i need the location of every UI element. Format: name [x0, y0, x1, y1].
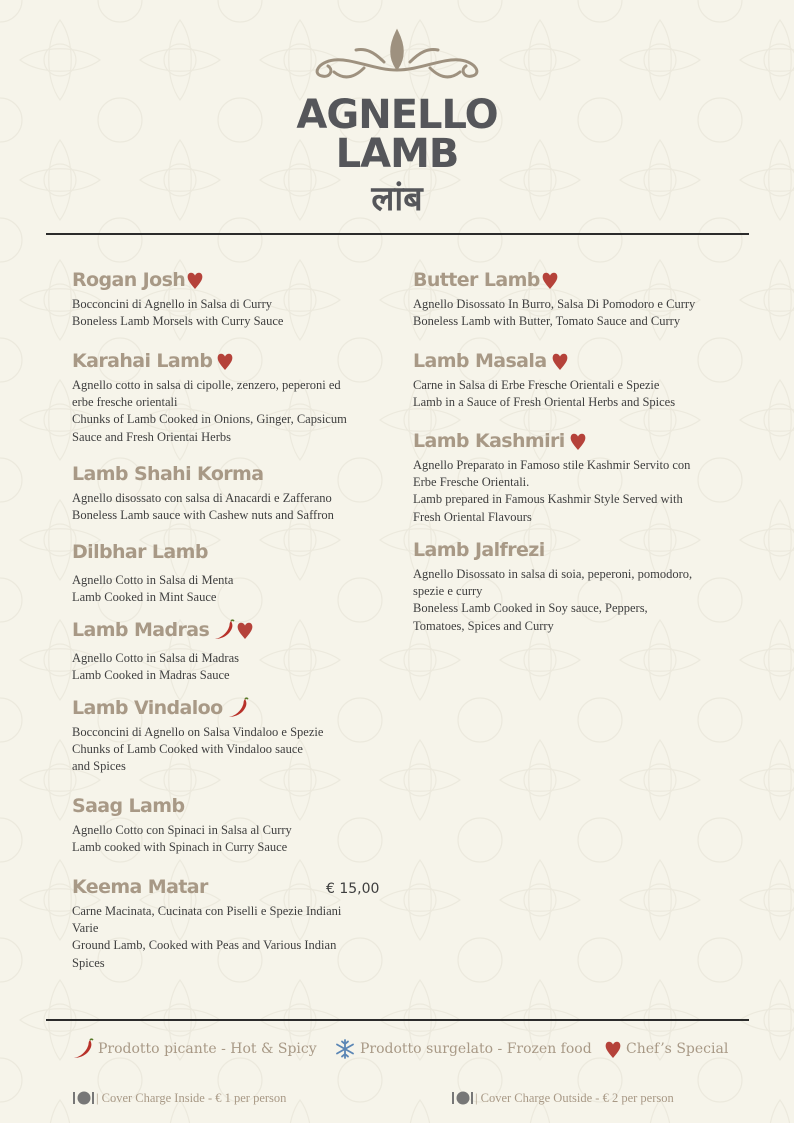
- dish-description: Agnello disossato con salsa di Anacardi e Zafferano: [72, 491, 332, 505]
- top-divider: [46, 233, 749, 235]
- menu-item-saag-lamb: [72, 794, 392, 856]
- menu-item-karahai-lamb: [72, 349, 392, 446]
- dish-description: Boneless Lamb with Butter, Tomato Sauce and Curry: [413, 314, 681, 329]
- dish-description: Agnello Disossato in salsa di soia, peperoni, pomodoro,: [413, 567, 693, 581]
- dish-description: Agnello Cotto in Salsa di Madras: [72, 651, 239, 665]
- dish-description: Lamb in a Sauce of Fresh Oriental Herbs and Spices: [413, 395, 676, 410]
- dish-description: Agnello Cotto in Salsa di Menta: [72, 573, 234, 587]
- dish-description: Chunks of Lamb Cooked in Onions, Ginger, Capsicum: [72, 412, 347, 427]
- dish-description: Agnello Disossato In Burro, Salsa Di Pomodoro e Curry: [413, 297, 696, 311]
- legend-label: Chef’s Special: [626, 1041, 729, 1057]
- heart-icon: [541, 270, 559, 290]
- dish-name: Keema Matar: [72, 876, 208, 898]
- dish-description: Tomatoes, Spices and Curry: [413, 618, 554, 633]
- menu-item-lamb-vindaloo: [72, 696, 392, 776]
- cover-charge-outside: [451, 1090, 674, 1106]
- dish-description: Chunks of Lamb Cooked with Vindaloo sauce: [72, 742, 303, 757]
- dish-description: Agnello cotto in salsa di cipolle, zenzero, peperoni ed: [72, 378, 341, 392]
- dish-name: Lamb Masala: [413, 350, 547, 372]
- dish-description: Lamb cooked with Spinach in Curry Sauce: [72, 840, 288, 855]
- header-ornament: [304, 28, 490, 84]
- dish-name: Saag Lamb: [72, 795, 185, 817]
- legend-label: Prodotto surgelato - Frozen food: [360, 1041, 592, 1057]
- cutlery-icon: [72, 1090, 94, 1106]
- page-title-hindi: लांब: [371, 179, 423, 219]
- dish-name: Butter Lamb: [413, 269, 540, 291]
- dish-description: erbe fresche orientali: [72, 395, 178, 410]
- menu-item-lamb-kashmiri: [413, 429, 753, 526]
- dish-description: Carne Macinata, Cucinata con Piselli e Spezie Indiani: [72, 904, 342, 918]
- dish-name: Lamb Shahi Korma: [72, 463, 264, 485]
- menu-item-lamb-madras: [72, 618, 392, 684]
- dish-description: Carne in Salsa di Erbe Fresche Orientali e Spezie: [413, 378, 660, 392]
- dish-description: Fresh Oriental Flavours: [413, 509, 532, 524]
- dish-name: Dilbhar Lamb: [72, 541, 208, 563]
- cutlery-icon: [451, 1090, 473, 1106]
- dish-name: Lamb Kashmiri: [413, 430, 565, 452]
- page-title-english: LAMB: [335, 131, 459, 177]
- dish-description: Boneless Lamb Morsels with Curry Sauce: [72, 314, 284, 329]
- dish-description: Lamb Cooked in Mint Sauce: [72, 590, 217, 605]
- dish-description: and Spices: [72, 759, 126, 774]
- dish-description: Boneless Lamb Cooked in Soy sauce, Peppers,: [413, 601, 648, 616]
- page-title-italian: AGNELLO: [296, 92, 498, 138]
- dish-description: Varie: [72, 921, 99, 936]
- dish-description: Agnello Cotto con Spinaci in Salsa al Curry: [72, 823, 292, 837]
- dish-description: Boneless Lamb sauce with Cashew nuts and Saffron: [72, 508, 334, 523]
- dish-description: Bocconcini di Agnello on Salsa Vindaloo e Spezie: [72, 725, 324, 739]
- dish-name: Rogan Josh: [72, 269, 186, 291]
- cover-charge-label: | Cover Charge Inside - € 1 per person: [96, 1090, 287, 1105]
- menu-item-rogan-josh: [72, 268, 392, 330]
- heart-icon: [551, 351, 569, 371]
- menu-item-lamb-shahi-korma: [72, 462, 392, 524]
- chili-icon: [227, 697, 249, 719]
- dish-description: Lamb Cooked in Madras Sauce: [72, 668, 230, 683]
- dish-description: Ground Lamb, Cooked with Peas and Various Indian: [72, 938, 337, 953]
- chili-icon: [213, 619, 235, 641]
- menu-item-butter-lamb: [413, 268, 753, 330]
- dish-description: Sauce and Fresh Orientai Herbs: [72, 429, 231, 444]
- menu-item-lamb-masala: [413, 349, 753, 411]
- legend-frozen: [334, 1038, 592, 1060]
- dish-description: Lamb prepared in Famous Kashmir Style Served with: [413, 492, 683, 507]
- price-label: € 15,00: [326, 881, 380, 897]
- dish-description: Bocconcini di Agnello in Salsa di Curry: [72, 297, 272, 311]
- cover-charge-inside: [72, 1090, 286, 1106]
- bottom-divider: [46, 1019, 749, 1021]
- dish-name: Lamb Jalfrezi: [413, 539, 545, 561]
- legend-chef-special: [604, 1038, 728, 1060]
- cover-charge-label: | Cover Charge Outside - € 2 per person: [475, 1090, 674, 1105]
- heart-icon: [236, 620, 254, 640]
- dish-description: Erbe Fresche Orientali.: [413, 475, 530, 490]
- legend-label: Prodotto picante - Hot & Spicy: [98, 1041, 317, 1057]
- heart-icon: [186, 270, 204, 290]
- dish-name: Karahai Lamb: [72, 350, 213, 372]
- dish-name: Lamb Madras: [72, 619, 210, 641]
- chili-icon: [72, 1038, 94, 1060]
- dish-description: Agnello Preparato in Famoso stile Kashmir Servito con: [413, 458, 691, 472]
- heart-icon: [216, 351, 234, 371]
- menu-item-lamb-jalfrezi: [413, 538, 753, 635]
- dish-name: Lamb Vindaloo: [72, 697, 223, 719]
- dish-description: spezie e curry: [413, 584, 483, 599]
- heart-icon: [569, 431, 587, 451]
- menu-item-dilbhar-lamb: [72, 540, 392, 606]
- legend-spicy: [72, 1038, 317, 1060]
- dish-description: Spices: [72, 955, 105, 970]
- snowflake-icon: [334, 1038, 356, 1060]
- heart-icon: [604, 1038, 622, 1060]
